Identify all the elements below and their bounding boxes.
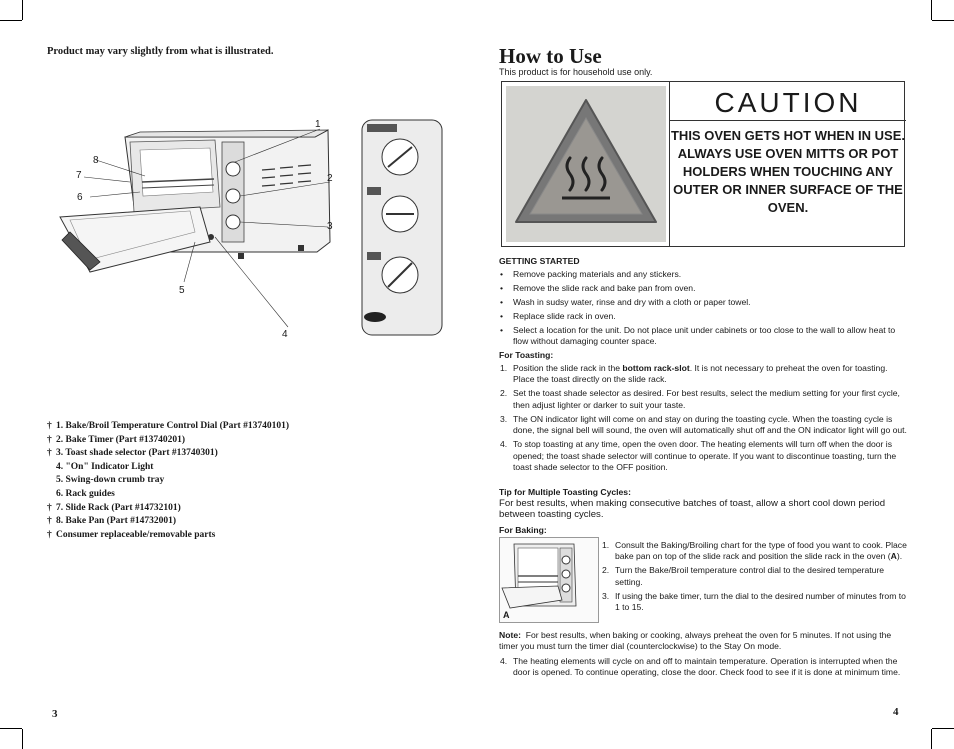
caution-heading-cell [669,82,906,121]
parts-list-item [47,434,289,448]
crop-mark [932,728,954,729]
getting-started-heading: GETTING STARTED [499,256,580,266]
step-item: 1. Consult the Baking/Broiling chart for the type of food you want to cook. Place bake pan on top of the slide rack and position the slide rack in the oven (A). [602,540,907,562]
intro-note: Product may vary slightly from what is illustrated. [47,46,274,57]
callout-5: 5 [179,285,185,296]
step-item: 2. Turn the Bake/Broil temperature control dial to the desired temperature setting. [602,565,885,587]
page-number-right: 4 [893,706,899,718]
list-item: • Remove packing materials and any stickers. [500,269,682,279]
toasting-heading: For Toasting: [499,350,554,360]
baking-steps-continued [499,656,909,681]
part-label: 5. Swing-down crumb tray [56,475,165,486]
page-title: How to Use [499,44,602,68]
note-text: For best results, when baking or cooking, always preheat the oven for 5 minutes. If not using the timer you must turn the timer dial (counterclockwise) to the Stay On mode. [499,630,892,652]
step-item: 2. Set the toast shade selector as desired. For best results, select the medium setting for your first cycle, then adjust lighter or darker to suit your taste. [500,388,900,410]
crop-mark [0,20,22,21]
baking-steps [601,540,909,616]
caution-message: THIS OVEN GETS HOT WHEN IN USE. ALWAYS USE OVEN MITTS OR POT HOLDERS WHEN TOUCHING ANY OUTER OR INNER SURFACE OF THE OVEN. [670,128,906,215]
step-item: 1. Position the slide rack in the bottom rack-slot. It is not necessary to preheat the oven for toasting. Place the toast directly on the slide rack. [500,363,888,385]
callout-6: 6 [77,192,83,203]
oven-thumbnail-icon [500,538,598,622]
baking-heading: For Baking: [499,525,547,535]
parts-list-footnote [47,529,289,543]
replaceable-mark: † [47,434,52,445]
figure-label: A [503,610,510,620]
list-item: • Wash in sudsy water, rinse and dry with a cloth or paper towel. [500,297,751,307]
tip-heading: Tip for Multiple Toasting Cycles: [499,487,631,497]
parts-list-item [47,420,289,434]
callout-7: 7 [76,170,82,181]
replaceable-mark: † [47,421,52,431]
part-label: 1. Bake/Broil Temperature Control Dial (Part #13740101) [56,421,290,431]
callout-4: 4 [282,329,288,340]
page-subtitle: This product is for household use only. [499,67,653,77]
replaceable-mark: † [47,502,52,513]
baking-note [499,630,911,653]
tip-text: For best results, when making consecutive batches of toast, allow a short cool down period between toasting cycles. [499,498,886,521]
toasting-steps [499,363,909,476]
parts-list-item [47,447,289,461]
part-label: 7. Slide Rack (Part #14732101) [56,502,181,513]
callout-3: 3 [327,221,333,232]
caution-title: CAUTION [714,87,862,118]
crop-mark [0,728,22,729]
list-item: • Replace slide rack in oven. [500,311,616,321]
callout-2: 2 [327,173,333,184]
callout-8: 8 [93,155,99,166]
oven-illustration [30,112,450,352]
crop-mark [22,0,23,20]
step-item: 4. The heating elements will cycle on and off to maintain temperature. Operation is interrupted when the door is opened. To continue operating, close the door. Check food to see if it is done at minimum time. [500,656,901,678]
parts-list-item [47,461,289,475]
parts-list-item [47,474,289,488]
replaceable-mark: † [47,529,52,540]
page-number-left: 3 [52,708,58,720]
getting-started-list [499,269,909,350]
parts-list-item [47,502,289,516]
callout-1: 1 [315,119,321,130]
parts-list [47,420,289,542]
step-item: 4. To stop toasting at any time, open the oven door. The heating elements will turn off when the door is opened; the toast shade selector will continue to operate. If you want to discontinue toasting, turn the toast shade selector to the OFF position. [500,439,897,473]
part-label: 6. Rack guides [56,488,115,499]
part-label: 2. Bake Timer (Part #13740201) [56,434,186,445]
part-label: 8. Bake Pan (Part #14732001) [56,516,177,527]
replaceable-mark: † [47,516,52,527]
figure-a [499,537,599,623]
part-label: Consumer replaceable/removable parts [56,529,216,540]
list-item: • Remove the slide rack and bake pan from oven. [500,283,696,293]
step-item: 3. If using the bake timer, turn the dial to the desired number of minutes from to 1 to 15. [602,590,906,613]
part-label: 4. "On" Indicator Light [56,461,154,472]
note-label: Note: [499,630,521,640]
step-item: 3. The ON indicator light will come on and stay on during the toasting cycle. When the toasting cycle is done, the signal bell will sound, the oven will automatically shut off and the ON indicator light will go out. [500,413,907,436]
parts-list-item [47,488,289,502]
crop-mark [22,729,23,749]
crop-mark [931,0,932,20]
part-label: 3. Toast shade selector (Part #13740301) [56,448,218,459]
caution-box [501,81,905,247]
replaceable-mark: † [47,448,52,459]
caution-text-cell [669,120,906,246]
crop-mark [931,729,932,749]
crop-mark [932,20,954,21]
list-item: • Select a location for the unit. Do not place unit under cabinets or too close to the wall to allow heat to flow without damaging counter space. [500,325,896,347]
parts-list-item [47,515,289,529]
hot-surface-warning-icon [506,86,666,242]
